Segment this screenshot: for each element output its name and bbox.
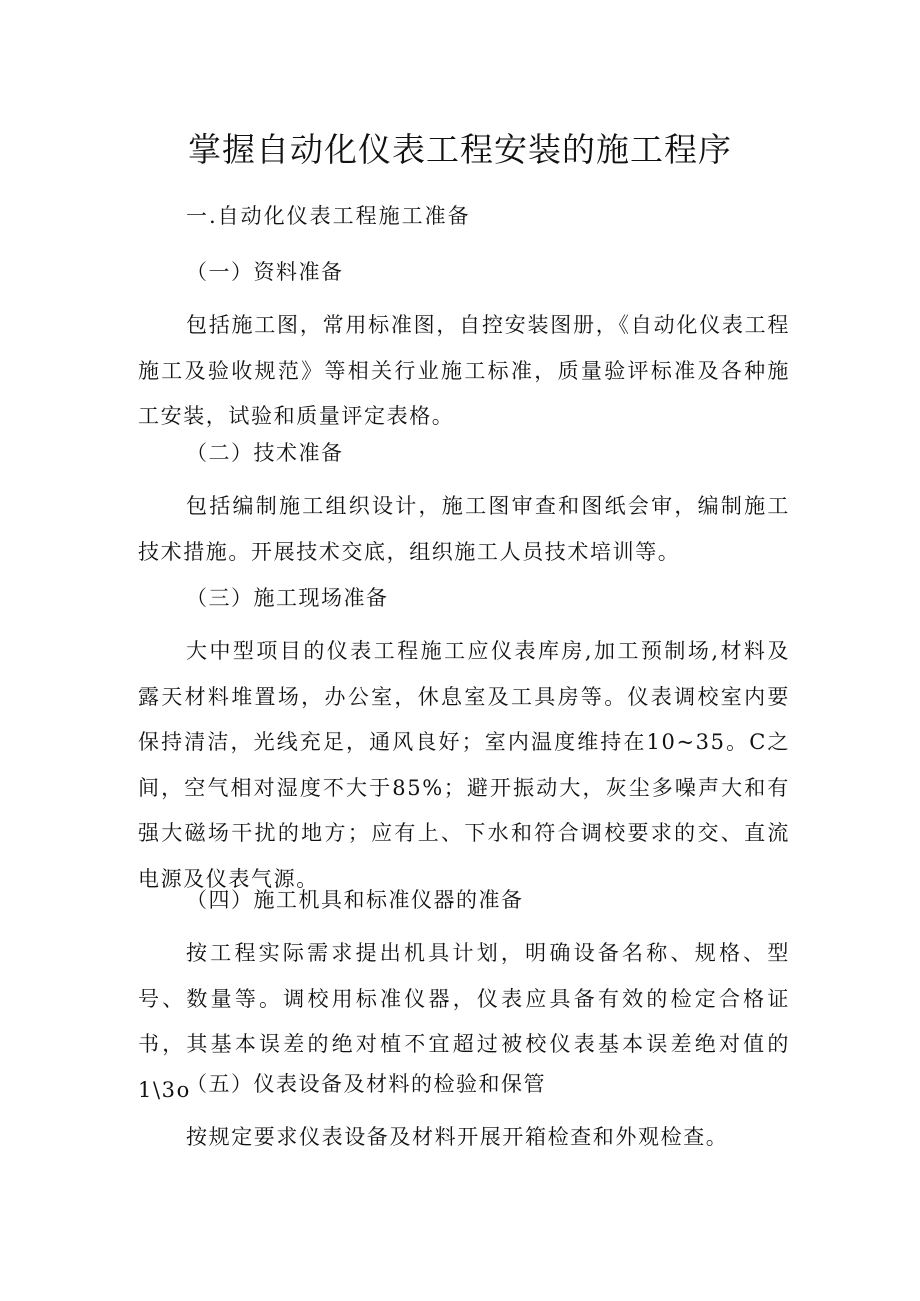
subsection-heading-4: （四）施工机具和标准仪器的准备 <box>186 888 524 912</box>
paragraph-2: 包括编制施工组织设计，施工图审查和图纸会审，编制施工技术措施。开展技术交底，组织施工人员技术培训等。 <box>138 494 790 564</box>
document-title: 掌握自动化仪表工程安装的施工程序 <box>188 130 732 169</box>
paragraph-1: 包括施工图，常用标准图，自控安装图册，《自动化仪表工程施工及验收规范》等相关行业施工标准，质量验评标准及各种施工安装，试验和质量评定表格。 <box>138 313 790 428</box>
paragraph-5: 按规定要求仪表设备及材料开展开箱检查和外观检查。 <box>186 1125 729 1149</box>
section-heading-1: 一.自动化仪表工程施工准备 <box>186 204 471 228</box>
paragraph-3: 大中型项目的仪表工程施工应仪表库房,加工预制场,材料及露天材料堆置场，办公室，休息室及工具房等。仪表调校室内要保持清洁，光线充足，通风良好；室内温度维持在10~35。C之间，空气相对湿度不大于85%；避开振动大，灰尘多噪声大和有强大磁场干扰的地方；应有上、下水和符合调校要求的交、直流电源及仪表气源。 <box>138 639 790 891</box>
subsection-heading-3: （三）施工现场准备 <box>186 586 389 610</box>
subsection-heading-5: （五）仪表设备及材料的检验和保管 <box>186 1072 546 1096</box>
subsection-heading-1: （一）资料准备 <box>186 260 344 284</box>
paragraph-4: 按工程实际需求提出机具计划，明确设备名称、规格、型号、数量等。调校用标准仪器，仪表应具备有效的检定合格证书，其基本误差的绝对植不宜超过被校仪表基本误差绝对值的1\3o <box>138 941 790 1102</box>
subsection-heading-2: （二）技术准备 <box>186 441 344 465</box>
